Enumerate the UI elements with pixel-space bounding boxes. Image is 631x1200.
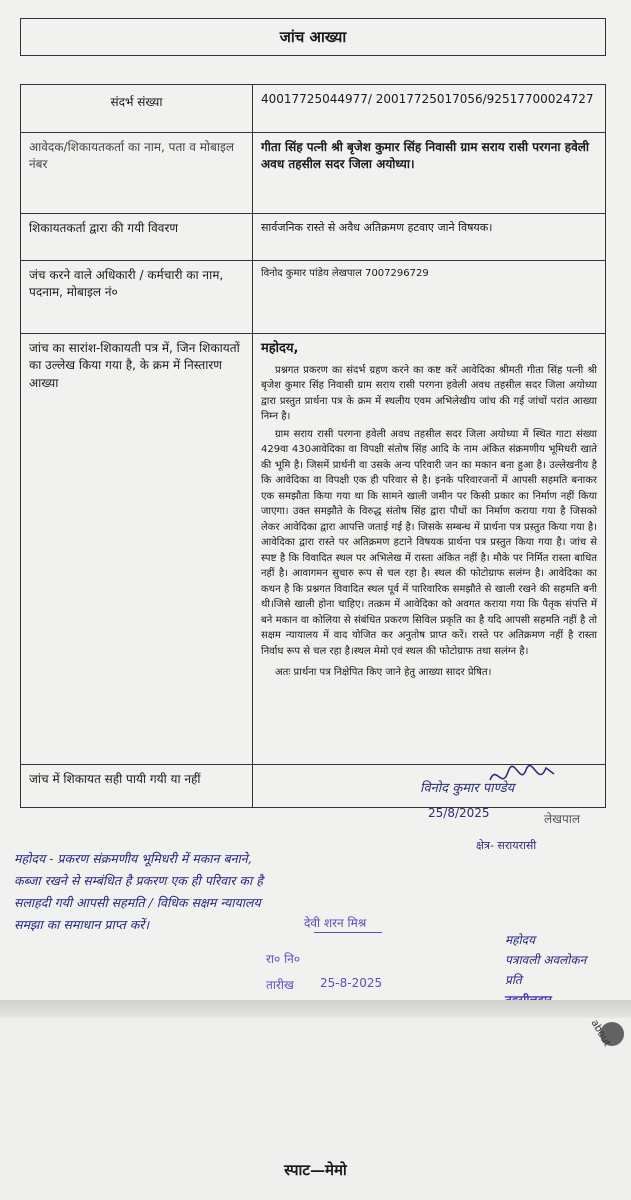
document-title: जांच आख्या [20, 18, 606, 56]
signature-area: क्षेत्र- सरायरासी [476, 839, 537, 852]
about-overlay-label[interactable]: about [588, 1018, 613, 1049]
applicant-row [21, 133, 606, 214]
stamp-date: 25-8-2025 [320, 976, 383, 990]
summary-greeting: महोदय, [261, 341, 299, 356]
spot-memo-heading: स्पाट—मेमो [284, 1161, 347, 1179]
signature-name: विनोद कुमार पाण्डेय [420, 781, 515, 796]
complaint-row [21, 214, 606, 261]
tahsildar-note-line: महोदय [505, 933, 535, 947]
signature-designation: लेखपाल [544, 812, 581, 826]
officer-label: जंच करने वाले अधिकारी / कर्मचारी का नाम, पदनाम, मोबाइल नं० [21, 261, 253, 334]
officer-value: विनोद कुमार पांडेय लेखपाल 7007296729 [253, 261, 606, 334]
officer-row [21, 261, 606, 334]
handwritten-line: कब्जा रखने से सम्बंधित है प्रकरण एक ही परिवार का है [14, 873, 263, 888]
handwritten-line: महोदय - प्रकरण संक्रमणीय भूमिधरी में मकान बनाने, [14, 851, 252, 866]
summary-row [21, 334, 606, 765]
verdict-label: जांच में शिकायत सही पायी गयी या नहीं [21, 765, 253, 808]
reference-row [21, 85, 606, 133]
summary-cell [253, 334, 606, 765]
stamp-divider [314, 932, 382, 933]
stamp-reg: रा० नि० [266, 952, 301, 966]
page-gap [0, 1000, 631, 1018]
tahsildar-note [505, 930, 586, 1010]
handwritten-line: समझा का समाधान प्राप्त करें। [14, 917, 150, 932]
summary-paragraph: प्रश्नगत प्रकरण का संदर्भ ग्रहण करने का कष्ट करें आवेदिका श्रीमती गीता सिंह पत्नी श्री बृजेश कुमार सिंह निवासी ग्राम सराय रासी परगना हवेली अवध तहसील सदर जिला अयोध्या द्वारा प्रस्तुत प्रार्थना पत्र के क्रम में स्थलीय एवम अभिलेखीय जांच की गई जांचों परांत आख्या निम्न है। [261, 364, 597, 423]
reference-value: 40017725044977/ 20017725017056/92517700024727 [253, 85, 606, 133]
complaint-value: सार्वजनिक रास्ते से अवैध अतिक्रमण हटवाए जाने विषयक। [253, 214, 606, 261]
summary-body [261, 363, 597, 681]
summary-paragraph: ग्राम सराय रासी परगना हवेली अवध तहसील सदर जिला अयोध्या में स्थित गाटा संख्या 429वा 430आवेदिका वा विपक्षी संतोष सिंह आदि के नाम अंकित संक्रमणीय भूमिधरी खाते की भूमि है। जिसमें प्रार्थनी वा उसके अन्य परिवारी जन का मकान बना हुआ है। उल्लेखनीय है कि आवेदिका वा विपक्षी एक ही परिवार से है। इनके परिवारजनों में आपसी सहमति बनाकर एक समझौता किया गया था कि सामने खाली जमीन पर किसी प्रकार का निर्माण नहीं किया जाएगा। उक्त समझौते के विरुद्ध संतोष सिंह द्वारा पौधों का निर्माण कराया गया है जिसको लेकर आवेदिका द्वारा आपत्ति जताई गई है। जिसके सम्बन्ध में प्रार्थना पत्र प्रस्तुत किया गया है। आवेदिका द्वारा रास्ते पर अतिक्रमण हटाने विषयक प्रार्थना पत्र प्रस्तुत किया गया है। जांच से स्पष्ट है कि विवादित स्थल पर अभिलेख में रास्ता अंकित नहीं है। मौके पर निर्मित रास्ता बाधित नहीं है। आवागमन सुचारु रूप से चल रहा है। स्थल की फोटोग्राफ सलंग्न है। आवेदिका का कथन है कि प्रश्नगत विवादित स्थल पूर्व में पारिवारिक समझौते से खाली रखने की सहमति बनी थी।जिसे खाली होना चाहिए। तत्क्रम में आवेदिका को अवगत कराया गया कि पैतृक संपत्ति में बने मकान वा कोलिया से संबंधित प्रकरण सिविल प्रकृति का है यदि आपसी सहमति नहीं है तो सक्षम न्यायालय में वाद योजित कर अनुतोष प्राप्त करें। रास्ते पर अतिक्रमण नहीं है रास्ता निर्वाध रूप से चल रहा है।स्थल मेमो एवं स्थल की फोटोग्राफ तथा सलंग्न है। [261, 428, 597, 657]
tahsildar-note-line: पत्रावली अवलोकन [505, 953, 587, 967]
reference-label: संदर्भ संख्या [21, 85, 253, 133]
handwritten-line: सलाहदी गयी आपसी सहमति / विधिक सक्षम न्यायालय [14, 895, 261, 910]
summary-label: जांच का सारांश-शिकायती पत्र में, जिन शिकायतों का उल्लेख किया गया है, के क्रम में निस्तारण आख्या [21, 334, 253, 765]
official-stamp [254, 912, 404, 1000]
summary-conclusion: अतः प्रार्थना पत्र निक्षेपित किए जाने हेतु आख्या सादर प्रेषित। [275, 667, 492, 679]
applicant-value: गीता सिंह पत्नी श्री बृजेश कुमार सिंह निवासी ग्राम सराय रासी परगना हवेली अवध तहसील सदर जिला अयोध्या। [253, 133, 606, 214]
stamp-date-label: तारीख [266, 978, 294, 992]
stamp-name: देवी शरन मिश्र [304, 916, 367, 930]
applicant-label: आवेदक/शिकायतकर्ता का नाम, पता व मोबाइल नंबर [21, 133, 253, 214]
report-table [20, 84, 606, 808]
signature-date: 25/8/2025 [428, 806, 490, 820]
complaint-label: शिकायतकर्ता द्वारा की गयी विवरण [21, 214, 253, 261]
tahsildar-note-line: प्रति [505, 973, 522, 987]
